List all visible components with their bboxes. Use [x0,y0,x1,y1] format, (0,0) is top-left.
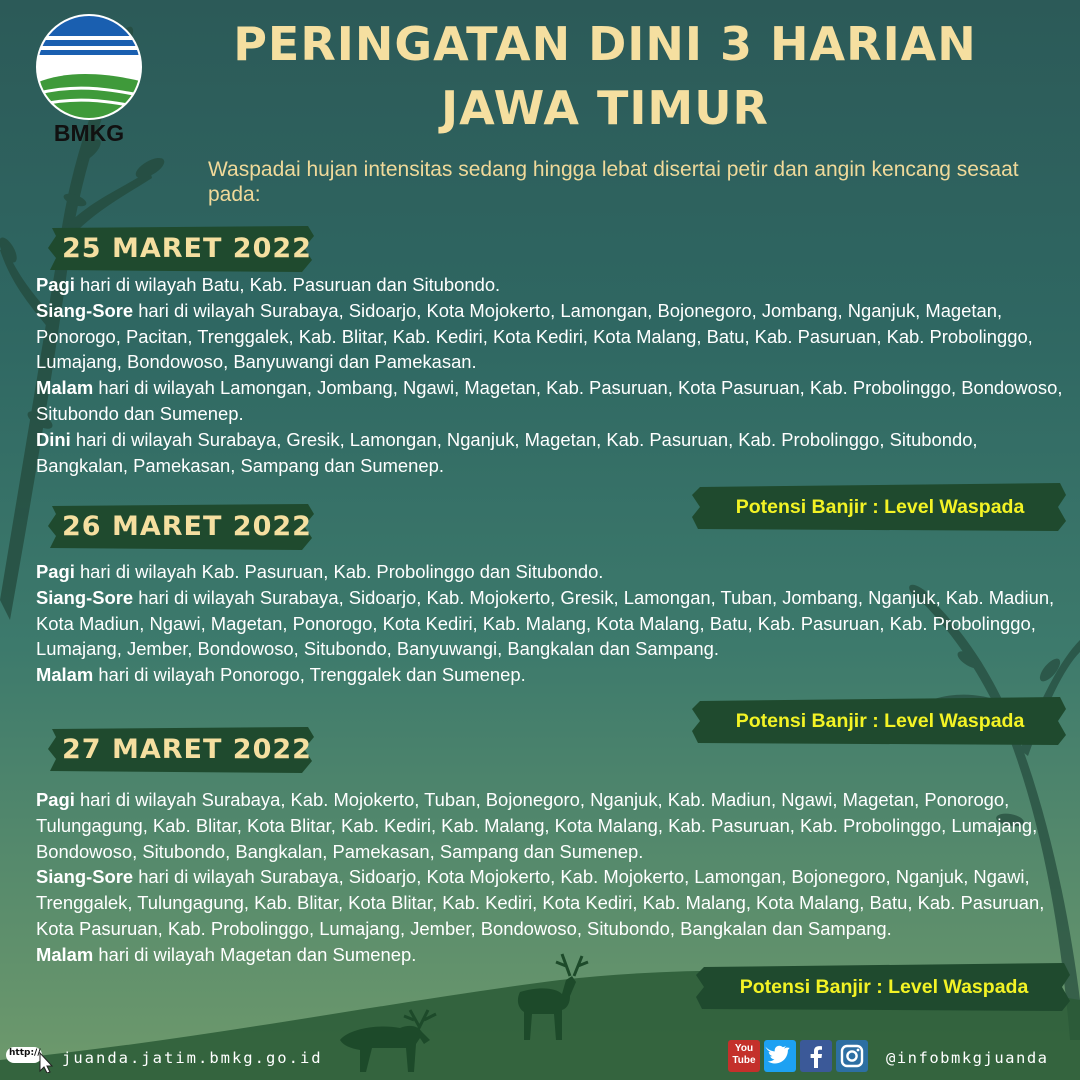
bmkg-logo-text: BMKG [53,120,125,146]
flood-level-text: Potensi Banjir : Level Waspada [735,710,1025,732]
period-regions: hari di wilayah Lamongan, Jombang, Ngawi, Magetan, Kab. Pasuruan, Kota Pasuruan, Kab. Probolinggo, Bondowoso, Situbondo dan Sumenep. [36,377,1063,424]
date-label: 26 MARET 2022 [62,511,312,542]
forecast-entry [36,864,1072,941]
period-regions: hari di wilayah Surabaya, Sidoarjo, Kab. Mojokerto, Gresik, Lamongan, Tuban, Jombang, Nganjuk, Kab. Madiun, Kota Madiun, Ngawi, Magetan, Ponorogo, Kota Kediri, Kab. Malang, Kota Malang, Batu, Kab. Pasuruan, Kab. Probolinggo, Lumajang, Jember, Bondowoso, Situbondo, Banyuwangi, Bangkalan dan Sampang. [36,586,1055,660]
period-label: Dini [36,428,71,450]
youtube-label: You Tube [732,1043,756,1066]
url-badge-text: http:// [9,1048,41,1058]
social-handle[interactable]: @infobmkgjuanda [886,1049,1049,1067]
intro-text: Waspadai hujan intensitas sedang hingga lebat disertai petir dan angin kencang sesaat pada: [208,158,1019,206]
facebook-icon[interactable] [800,1040,832,1072]
forecast-entry [36,272,1072,298]
period-label: Pagi [36,561,75,582]
youtube-icon[interactable] [728,1040,760,1072]
flood-level-text: Potensi Banjir : Level Waspada [739,976,1029,998]
period-regions: hari di wilayah Kab. Pasuruan, Kab. Probolinggo dan Situbondo. [74,561,604,582]
period-regions: hari di wilayah Surabaya, Gresik, Lamongan, Nganjuk, Magetan, Kab. Pasuruan, Kab. Probolinggo, Situbondo, Bangkalan, Pamekasan, Sampang dan Sumenep. [36,428,978,476]
forecast-entry [36,559,1072,585]
period-label: Malam [36,943,94,965]
flood-badge-day3 [696,961,1072,1013]
date-banner-day1 [46,224,316,274]
period-label: Siang-Sore [36,866,134,888]
flood-badge-day2 [692,695,1068,747]
website-link[interactable]: juanda.jatim.bmkg.go.id [62,1049,323,1067]
forecast-entry [36,298,1072,375]
forecast-day3 [36,787,1072,968]
forecast-day1 [36,272,1072,478]
bmkg-emblem-icon [34,12,144,122]
forecast-day2 [36,559,1072,688]
forecast-entry [36,427,1072,479]
flood-badge-day1 [692,481,1068,533]
bmkg-logo [34,12,144,152]
period-label: Siang-Sore [36,586,134,608]
period-label: Malam [36,377,94,399]
url-cursor-icon [6,1045,56,1073]
page-title-line2: JAWA TIMUR [441,81,769,135]
period-label: Malam [36,664,94,686]
period-regions: hari di wilayah Magetan dan Sumenep. [93,943,417,965]
period-regions: hari di wilayah Surabaya, Sidoarjo, Kota Mojokerto, Kab. Mojokerto, Lamongan, Bojonegoro, Nganjuk, Ngawi, Trenggalek, Tulungagung, Kab. Blitar, Kota Blitar, Kab. Kediri, Kota Kediri, Kab. Malang, Kota Malang, Batu, Kab. Pasuruan, Kota Pasuruan, Kab. Probolinggo, Lumajang, Jember, Bondowoso, Situbondo, Bangkalan dan Sampang. [36,866,1045,939]
period-label: Pagi [36,789,75,810]
period-regions: hari di wilayah Surabaya, Sidoarjo, Kota Mojokerto, Lamongan, Bojonegoro, Jombang, Nganjuk, Magetan, Ponorogo, Pacitan, Trenggalek, Kab. Blitar, Kab. Kediri, Kota Kediri, Kota Malang, Batu, Kab. Pasuruan, Kab. Probolinggo, Lumajang, Bondowoso, Banyuwangi dan Pamekasan. [36,299,1033,373]
period-regions: hari di wilayah Ponorogo, Trenggalek dan Sumenep. [93,664,526,686]
date-banner-day2 [46,502,316,552]
period-label: Siang-Sore [36,299,134,321]
period-regions: hari di wilayah Batu, Kab. Pasuruan dan Situbondo. [74,274,501,295]
date-banner-day3 [46,725,316,775]
forecast-entry [36,375,1072,427]
forecast-entry [36,662,1072,688]
forecast-entry [36,787,1072,864]
twitter-icon[interactable] [764,1040,796,1072]
date-label: 25 MARET 2022 [62,233,312,264]
period-label: Pagi [36,274,75,295]
flood-level-text: Potensi Banjir : Level Waspada [735,496,1025,518]
page-title-line1: PERINGATAN DINI 3 HARIAN [233,17,977,71]
period-regions: hari di wilayah Surabaya, Kab. Mojokerto, Tuban, Bojonegoro, Nganjuk, Kab. Madiun, Ngawi, Magetan, Ponorogo, Tulungagung, Kab. Blitar, Kota Blitar, Kab. Kediri, Kab. Malang, Kota Malang, Kab. Pasuruan, Kab. Probolinggo, Lumajang, Bondowoso, Situbondo, Bangkalan, Pamekasan, Sampang dan Sumenep. [36,789,1038,862]
date-label: 27 MARET 2022 [62,734,312,765]
forecast-entry [36,585,1072,662]
instagram-icon[interactable] [836,1040,868,1072]
